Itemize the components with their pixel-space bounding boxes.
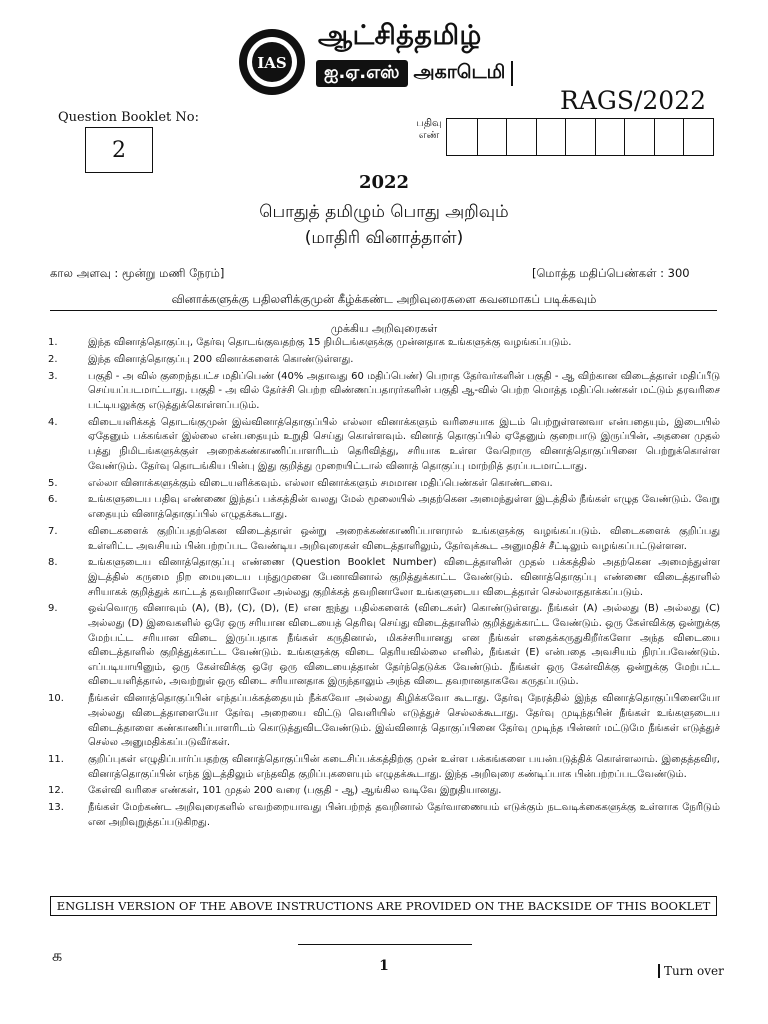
instruction-text: நீங்கள் வினாத்தொகுப்பின் எந்தப்பக்கத்தையும் நீக்கவோ அல்லது கிழிக்கவோ கூடாது. தேர்வு நேரத்தில் இந்த வினாத்தொகுப்பினையோ அல்லது விடைத்தாளையோ தேர்வு அறையை விட்டு வெளியில் எடுத்துச் செல்லக்கூடாது. தேர்வு முடிந்தபின் நீங்கள் உங்களுடைய விடைத்தாளை கண்காணிப்பாளரிடம் கொடுத்துவிடவேண்டும். இவ்வினாத் தொகுப்பினை தேர்வு முடிந்த பின்னர் மட்டுமே நீங்கள் எடுத்துச் செல்ல அனுமதிக்கப்படுவீர்கள்.	[88, 693, 720, 749]
question-booklet-number-box	[85, 127, 153, 173]
exam-duration: கால அளவு : மூன்று மணி நேரம்]	[50, 266, 225, 280]
instruction-number: 3.	[48, 370, 58, 382]
register-number-boxes[interactable]	[446, 118, 714, 156]
register-digit-box[interactable]	[654, 119, 684, 155]
brand-title: ஆட்சித்தமிழ்	[318, 20, 482, 51]
instruction-text: கேள்வி வரிசை எண்கள், 101 முதல் 200 வரை (பகுதி - ஆ) ஆங்கில வடிவே இறுதியானது.	[88, 785, 502, 797]
instruction-item	[48, 370, 720, 414]
english-version-note: ENGLISH VERSION OF THE ABOVE INSTRUCTIONS ARE PROVIDED ON THE BACKSIDE OF THIS BOOKLET	[50, 896, 717, 916]
instruction-number: 2.	[48, 353, 58, 365]
instruction-number: 5.	[48, 477, 58, 489]
instruction-item	[48, 692, 720, 750]
question-booklet-number: 2	[112, 137, 126, 163]
instruction-number: 11.	[48, 754, 64, 765]
instruction-item	[48, 801, 720, 830]
instruction-item	[48, 416, 720, 474]
instruction-item	[48, 784, 720, 799]
instruction-item	[48, 336, 720, 351]
instruction-text: விடைகளைக் குறிப்பதற்கென விடைத்தாள் ஒன்று அறைக்கண்காணிப்பாளரால் உங்களுக்கு வழங்கப்படும். விடைகளைக் குறிப்பது உள்ளிட்ட அவசியம் பின்பற்றப்பட வேண்டிய அறிவுரைகள் விடைத்தாளிலும், தேர்வுக்கூட அனுமதிச் சீட்டிலும் வழங்கப்பட்டுள்ளன.	[88, 525, 720, 552]
exam-code: RAGS/2022	[560, 86, 707, 115]
academy-logo-seal	[238, 28, 306, 96]
instruction-text: ஒவ்வொரு வினாவும் (A), (B), (C), (D), (E) என ஐந்து பதில்களைக் (விடைகள்) கொண்டுள்ளது. நீங்கள் (A) அல்லது (B) அல்லது (C) அல்லது (D) இவைகளில் ஒரே ஒரு சரியான விடையைத் தெரிவு செய்து விடைத்தாளில் குறித்துக்காட்ட வேண்டும். ஒரு கேள்விக்கு ஒன்றுக்கு மேற்பட்ட சரியான விடை இருப்பதாக நீங்கள் கருதினால், மிகச்சரியானது என நீங்கள் எதைக்கருதுகிறீர்களோ அந்த விடையை விடைத்தாளில் குறித்துக்காட்ட வேண்டும். உங்களுக்கு விடை தெரியவில்லை எனில், நீங்கள் (E) என்பதை அவசியம் நிரப்பவேண்டும். எப்படியாயினும், ஒரு கேள்விக்கு ஒரே ஒரு விடையைத்தான் தேர்ந்தெடுக்க வேண்டும். நீங்கள் ஒரு கேள்விக்கு ஒன்றுக்கு மேற்பட்ட விடையளித்தால், அவற்றுள் ஒரு விடை சரியானதாக இருந்தாலும் அந்த விடை தவறானதாகவே கருதப்படும்.	[88, 603, 720, 688]
instruction-item	[48, 556, 720, 600]
register-digit-box[interactable]	[595, 119, 625, 155]
instruction-item	[48, 477, 720, 492]
register-digit-box[interactable]	[565, 119, 595, 155]
instruction-number: 13.	[48, 802, 64, 814]
divider	[50, 310, 717, 311]
instruction-text: இந்த வினாத்தொகுப்பு 200 வினாக்களைக் கொண்டுள்ளது.	[88, 353, 354, 365]
instruction-number: 7.	[48, 525, 58, 537]
instruction-item	[48, 493, 720, 522]
instruction-number: 9.	[48, 603, 58, 615]
instruction-number: 8.	[48, 557, 58, 569]
instruction-text: இந்த வினாத்தொகுப்பு, தேர்வு தொடங்குவதற்கு 15 நிமிடங்களுக்கு முன்னதாக உங்களுக்கு வழங்கப்படும்.	[88, 337, 572, 348]
register-digit-box[interactable]	[683, 119, 713, 155]
instruction-number: 10.	[48, 693, 64, 705]
instruction-item	[48, 353, 720, 368]
register-digit-box[interactable]	[624, 119, 654, 155]
read-instructions-note: வினாக்களுக்கு பதிலளிக்குமுன் கீழ்க்கண்ட அறிவுரைகளை கவனமாகப் படிக்கவும்	[171, 292, 597, 306]
page-mark: க	[52, 946, 63, 965]
exam-total-marks: [மொத்த மதிப்பெண்கள் : 300	[532, 266, 690, 280]
logo-text: IAS	[257, 54, 287, 72]
brand-subtitle	[316, 58, 513, 88]
instruction-text: குறிப்புகள் எழுதிப்பார்ப்பதற்கு வினாத்தொகுப்பின் கடைசிப்பக்கத்திற்கு முன் உள்ள பக்கங்களை பயன்படுத்திக் கொள்ளலாம். இதைத்தவிர, வினாத்தொகுப்பின் எந்த இடத்திலும் எந்தவித குறிப்புகளையும் எழுதக்கூடாது. இந்த அறிவுரை கண்டிப்பாக பின்பற்றப்படவேண்டும்.	[88, 754, 720, 780]
register-digit-box[interactable]	[477, 119, 507, 155]
instruction-text: நீங்கள் மேற்கண்ட அறிவுரைகளில் எவற்றையாவது பின்பற்றத் தவறினால் தேர்வாணையம் எடுக்கும் நடவடிக்கைகளுக்கு உள்ளாக நேரிடும் என அறிவுறுத்தப்படுகிறது.	[88, 802, 720, 828]
instructions-list	[48, 336, 720, 833]
register-digit-box[interactable]	[447, 119, 477, 155]
instruction-text: பகுதி - அ வில் குறைந்தபட்ச மதிப்பெண் (40% அதாவது 60 மதிப்பெண்) பெறாத தேர்வர்களின் பகுதி - ஆ விற்கான விடைத்தாள் மதிப்பீடு செய்யப்படமாட்டாது. பகுதி - அ வில் தேர்ச்சி பெற்ற விண்ணப்பதாரர்களின் பகுதி ஆ-வில் பெற்ற மொத்த மதிப்பெண்கள் மட்டும் தரவரிசை பட்டியலுக்கு எடுத்துக்கொள்ளப்படும்.	[88, 370, 720, 411]
exam-subtitle: (மாதிரி வினாத்தாள்)	[304, 228, 464, 248]
brand-ias-label: ஐ.ஏ.எஸ்	[316, 60, 408, 87]
instruction-text: உங்களுடைய பதிவு எண்ணை இந்தப் பக்கத்தின் வலது மேல் மூலையில் அதற்கென அமைந்துள்ள இடத்தில் நீங்கள் எழுத வேண்டும். வேறு எதையும் வினாத்தொகுப்பில் எழுதக்கூடாது.	[88, 494, 720, 521]
instruction-number: 6.	[48, 494, 58, 506]
register-number-label: பதிவு எண்	[416, 118, 442, 141]
instruction-number: 12.	[48, 785, 64, 797]
exam-year: 2022	[358, 172, 410, 193]
turn-over-label: Turn over	[658, 964, 724, 978]
instruction-text: எல்லா வினாக்களுக்கும் விடையளிக்கவும். எல்லா வினாக்களும் சமமான மதிப்பெண்கள் கொண்டவை.	[88, 477, 553, 489]
instruction-text: உங்களுடைய வினாத்தொகுப்பு எண்ணை (Question Booklet Number) விடைத்தாளின் முதல் பக்கத்தில் அதற்கென அமைந்துள்ள இடத்தில் கருமை நிற மையுடைய பந்துமுனை பேனாவினால் குறித்துக்காட்ட வேண்டும். வினாத்தொகுப்பு எண்ணை விடைத்தாளில் சரியாகக் குறித்துக் காட்டத் தவறினாலோ அல்லது குறிக்கத் தவறினாலோ உங்களுடைய விடைத்தாள் செல்லாததாக்கப்படும்.	[88, 557, 720, 598]
instruction-item	[48, 525, 720, 554]
register-digit-box[interactable]	[506, 119, 536, 155]
instructions-heading: முக்கிய அறிவுரைகள்	[330, 322, 438, 335]
question-booklet-label: Question Booklet No:	[58, 110, 199, 125]
instruction-item	[48, 753, 720, 782]
instruction-number: 1.	[48, 337, 58, 348]
instruction-number: 4.	[48, 416, 58, 428]
register-digit-box[interactable]	[536, 119, 566, 155]
footer-divider	[298, 944, 472, 945]
instruction-text: விடையளிக்கத் தொடங்குமுன் இவ்வினாத்தொகுப்பில் எல்லா வினாக்களும் வரிசையாக இடம் பெற்றுள்ளனவா என்பதையும், இடையில் ஏதேனும் பக்கங்கள் இல்லை என்பதையும் உறுதி செய்து கொள்ளவும். வினாத் தொகுப்பில் ஏதேனும் குறைபாடு இருப்பின், அதனை முதல் பத்து நிமிடங்களுக்குள் அறைக்கண்காணிப்பாளரிடம் தெரிவித்து, சரியாக உள்ள வேறொரு வினாத்தொகுப்பினை பெற்றுக்கொள்ள வேண்டும். தேர்வு தொடங்கிய பின்பு இது குறித்து முறையிட்டால் வினாத் தொகுப்பு மாற்றித் தரப்படமாட்டாது.	[88, 416, 720, 472]
brand-academy-label: அகாடெமி	[414, 61, 514, 86]
instruction-item	[48, 602, 720, 690]
exam-title: பொதுத் தமிழும் பொது அறிவும்	[259, 202, 509, 222]
page-number: 1	[379, 958, 389, 974]
